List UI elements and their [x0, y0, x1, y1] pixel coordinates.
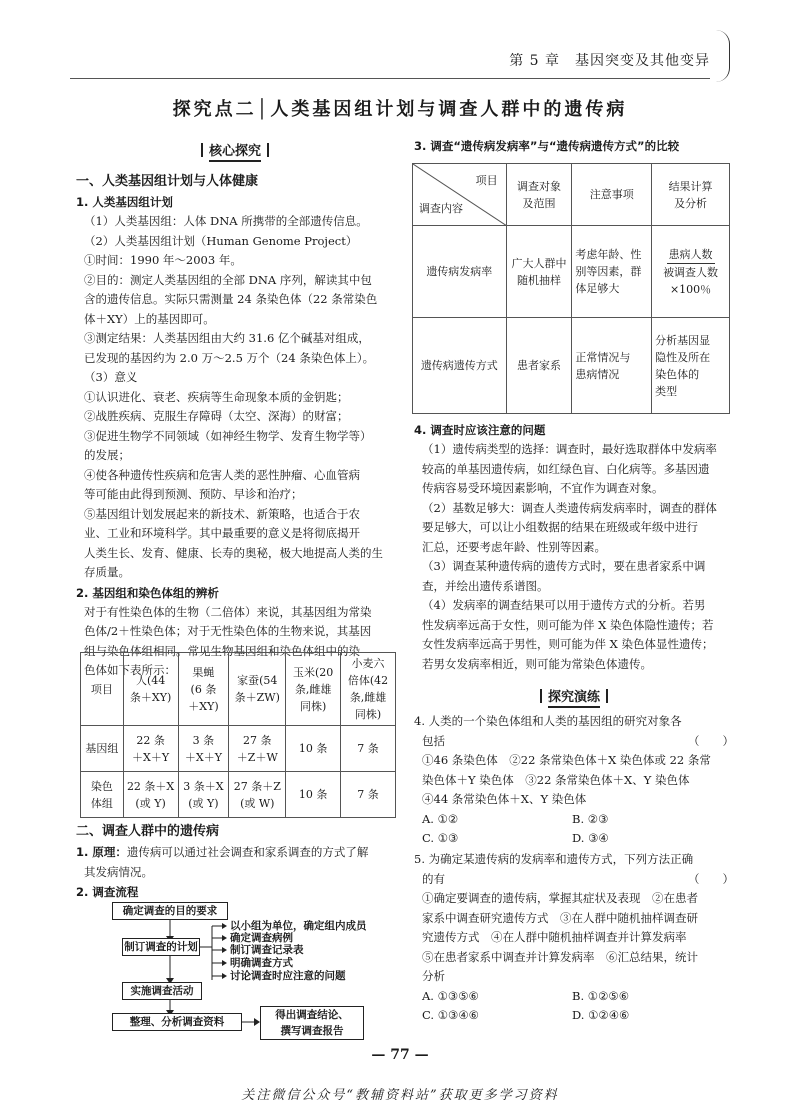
table-cell: 基因组: [81, 726, 124, 772]
text-line: 要足够大，可以让小组数据的结果在班级或年级中进行: [422, 520, 698, 534]
formula-cell: [652, 226, 730, 318]
table-header-cell: 玉米(20 条,雌雄 同株): [286, 653, 341, 726]
text-line: 色体/2＋性染色体；对于无性染色体的生物来说，其基因: [84, 624, 372, 638]
header-curve-decoration: [716, 30, 730, 82]
text-line: ①时间：1990 年～2003 年。: [84, 253, 242, 267]
text-line: 业、工业和环境科学。其中最重要的意义是将彻底揭开: [84, 526, 360, 540]
text-line: 体＋XY）上的基因即可。: [84, 311, 215, 326]
page-title: 探究点二│人类基因组计划与调查人群中的遗传病: [172, 99, 628, 120]
table-cell: 3 条 ＋X＋Y: [178, 726, 229, 772]
genome-table: [80, 652, 396, 818]
question-stem: 的有: [422, 871, 445, 886]
flow-step-implement: 实施调查活动: [122, 982, 202, 1000]
answer-blank: （ ）: [688, 733, 734, 748]
practice-tag: [414, 688, 734, 708]
text-line: （4）发病率的调查结果可以用于遗传方式的分析。若男: [422, 598, 706, 612]
option-a: A. ①②: [422, 811, 459, 826]
text-line: （2）人类基因组计划（Human Genome Project）: [84, 233, 358, 248]
table-cell: 22 条 ＋X＋Y: [123, 726, 178, 772]
section-4-title: 4. 调查时应该注意的问题: [414, 423, 546, 437]
text-line: ③促进生物学不同领域（如神经生物学、发育生物学等）: [84, 428, 372, 443]
text-line: ①认识进化、衰老、疾病等生命现象本质的金钥匙；: [84, 389, 349, 404]
option-a: A. ①③⑤⑥: [422, 988, 479, 1003]
flow-step-analyze: 整理、分析调查资料: [112, 1013, 242, 1031]
option-c: C. ①③: [422, 831, 459, 845]
section-1-1-title: 1. 人类基因组计划: [76, 195, 173, 209]
section-3-title: 3. 调查“遗传病发病率”与“遗传病遗传方式”的比较: [414, 139, 680, 153]
option-d: D. ③④: [572, 831, 609, 845]
table-cell: 患者家系: [506, 318, 572, 414]
practice-tag-label: 探究演练: [548, 690, 600, 708]
section-2-title: 二、调查人群中的遗传病: [76, 824, 220, 839]
plan-item: 明确调查方式: [230, 957, 293, 969]
chapter-header: 第 5 章 基因突变及其他变异: [509, 53, 710, 69]
plan-item: 讨论调查时应注意的问题: [230, 970, 346, 982]
text-line: 性发病率远高于女性，则可能为伴 X 染色体隐性遗传；若: [422, 617, 714, 632]
corner-top-label: 项目: [475, 174, 498, 187]
table-cell: 27 条＋Z (或 W): [229, 772, 286, 818]
table-cell: 染色 体组: [81, 772, 124, 818]
section-2-1-text-cont: 其发病情况。: [84, 864, 153, 879]
table-header-cell: 小麦六 倍体(42 条,雌雄 同株): [341, 653, 396, 726]
question-item: 家系中调查研究遗传方式 ③在人群中随机抽样调查研: [422, 910, 698, 925]
section-2-2-title: 2. 调查流程: [76, 885, 139, 899]
text-line: 查，并绘出遗传系谱图。: [422, 578, 549, 593]
text-line: 女性发病率远高于男性，则可能为伴 X 染色体显性遗传；: [422, 637, 714, 651]
table-row: [81, 772, 396, 818]
table-header-row: [413, 164, 730, 226]
table-cell: 7 条: [341, 726, 396, 772]
left-column: [76, 172, 394, 681]
option-b: B. ②③: [572, 811, 609, 826]
option-b: B. ①②⑤⑥: [572, 988, 630, 1003]
question-stem: 5. 为确定某遗传病的发病率和遗传方式，下列方法正确: [414, 852, 694, 866]
table-cell: 考虑年龄、性 别等因素，群 体足够大: [572, 226, 652, 318]
answer-blank: （ ）: [688, 871, 734, 886]
text-line: 的发展；: [84, 448, 130, 462]
section-1-title: 一、人类基因组计划与人体健康: [76, 174, 259, 189]
text-line: ④使各种遗传性疾病和危害人类的恶性肿瘤、心血管病: [84, 467, 360, 482]
question-item: 究遗传方式 ④在人群中随机抽样调查并计算发病率: [422, 930, 687, 944]
text-line: （3）调查某种遗传病的遗传方式时，要在患者家系中调: [422, 559, 706, 573]
corner-bottom-label: 调查内容: [419, 202, 463, 215]
option-c: C. ①③④⑥: [422, 1008, 479, 1022]
table-header-cell: 人(44 条＋XY): [123, 653, 178, 726]
header-divider: [70, 78, 710, 79]
flow-step-purpose: 确定调查的目的要求: [112, 902, 228, 920]
table-header-cell: 结果计算 及分析: [652, 164, 730, 226]
table-header-cell: 家蚕(54 条＋ZW): [229, 653, 286, 726]
section-2-1-text: 遗传病可以通过社会调查和家系调查的方式了解: [126, 845, 369, 859]
footer-note: 关注微信公众号“教辅资料站”获取更多学习资料: [241, 1088, 559, 1103]
text-line: 人类生长、发育、健康、长寿的奥秘，极大地提高人类的生: [84, 545, 383, 560]
table-header-cell: 果蝇 (6 条 ＋XY): [178, 653, 229, 726]
question-stem: 包括: [422, 733, 445, 748]
plan-item: 确定调查病例: [230, 932, 293, 944]
text-line: （3）意义: [84, 370, 138, 384]
table-header-cell: 项目: [81, 653, 124, 726]
option-d: D. ①②④⑥: [572, 1008, 630, 1022]
section-4: [414, 420, 734, 674]
question-stem: 4. 人类的一个染色体组和人类的基因组的研究对象各: [414, 714, 682, 728]
question-item: 染色体＋Y 染色体 ③22 条常染色体＋X、Y 染色体: [422, 772, 690, 787]
section-2-1-label: 1. 原理：: [76, 845, 127, 859]
text-line: 已发现的基因约为 2.0 万～2.5 万个（24 条染色体上）。: [84, 350, 375, 365]
formula-numerator: 患病人数: [667, 246, 715, 264]
table-cell: 广大人群中 随机抽样: [506, 226, 572, 318]
text-line: ③测定结果：人类基因组由大约 31.6 亿个碱基对组成，: [84, 331, 370, 345]
table-row: [413, 226, 730, 318]
text-line: ⑤基因组计划发展起来的新技术、新策略，也适合于农: [84, 506, 360, 521]
text-line: ②战胜疾病、克服生存障碍（太空、深海）的财富；: [84, 409, 349, 423]
text-line: 较高的单基因遗传病，如红绿色盲、白化病等。多基因遗: [422, 461, 710, 476]
text-line: （1）人类基因组：人体 DNA 所携带的全部遗传信息。: [84, 214, 368, 228]
plan-item: 制订调查记录表: [230, 944, 304, 956]
core-tag-label: 核心探究: [209, 144, 261, 162]
formula-denominator: 被调查人数: [663, 265, 719, 279]
plan-item: 以小组为单位，确定组内成员: [230, 920, 367, 932]
page-number: — 77 —: [371, 1047, 429, 1063]
text-line: 汇总，还要考虑年龄、性别等因素。: [422, 539, 606, 554]
section-1-2-title: 2. 基因组和染色体组的辨析: [76, 585, 219, 600]
right-column: [414, 136, 734, 156]
question-5: [414, 850, 734, 1026]
table-header-row: [81, 653, 396, 726]
text-line: 存质量。: [84, 565, 130, 579]
formula-percent: ×100％: [669, 282, 712, 296]
table-cell: 遗传病发病率: [413, 226, 507, 318]
table-cell: 27 条 ＋Z＋W: [229, 726, 286, 772]
text-line: 对于有性染色体的生物（二倍体）来说，其基因组为常染: [84, 604, 372, 619]
section-4-body: [414, 440, 734, 674]
question-item: ④44 条常染色体＋X、Y 染色体: [422, 792, 587, 806]
survey-flowchart: [100, 900, 400, 1040]
text-line: （2）基数足够大：调查人类遗传病发病率时，调查的群体: [422, 500, 717, 515]
text-line: 若男女发病率相近，则可能为常染色体遗传。: [422, 656, 652, 671]
question-item: ①确定要调查的遗传病，掌握其症状及表现 ②在患者: [422, 891, 698, 905]
table-cell: 7 条: [341, 772, 396, 818]
text-line: 组与染色体组相同。常见生物基因组和染色体组中的染: [84, 643, 360, 658]
section-1-1-body: [76, 212, 394, 583]
text-line: 含的遗传信息。实际只需测量 24 条染色体（22 条常染色: [84, 292, 378, 306]
table-cell: 3 条＋X (或 Y): [178, 772, 229, 818]
text-line: 传病容易受环境因素影响，不宜作为调查对象。: [422, 481, 664, 495]
section-2: [76, 822, 394, 902]
core-tag: [76, 142, 394, 162]
table-header-cell: 调查对象 及范围: [506, 164, 572, 226]
text-line: 色体如下表所示：: [84, 663, 176, 677]
flow-step-plan: 制订调查的计划: [122, 938, 200, 956]
table-cell: 分析基因显 隐性及所在 染色体的 类型: [652, 318, 730, 414]
table-corner-cell: [413, 164, 507, 226]
table-row: [81, 726, 396, 772]
question-item: ⑤在患者家系中调查并计算发病率 ⑥汇总结果，统计: [422, 949, 698, 964]
question-4: [414, 712, 734, 849]
table-cell: 遗传病遗传方式: [413, 318, 507, 414]
question-item: ①46 条染色体 ②22 条常染色体＋X 染色体或 22 条常: [422, 753, 711, 767]
table-cell: 正常情况与 患病情况: [572, 318, 652, 414]
comparison-table: [412, 163, 730, 414]
table-cell: 10 条: [286, 726, 341, 772]
text-line: 等可能由此得到预测、预防、早诊和治疗；: [84, 487, 303, 501]
table-header-cell: 注意事项: [572, 164, 652, 226]
text-line: （1）遗传病类型的选择：调查时，最好选取群体中发病率: [422, 442, 717, 456]
flow-step-report: 得出调查结论、 撰写调查报告: [260, 1006, 364, 1040]
text-line: ②目的：测定人类基因组的全部 DNA 序列，解读其中包: [84, 272, 372, 287]
table-cell: 22 条＋X (或 Y): [123, 772, 178, 818]
question-item: 分析: [422, 969, 445, 983]
table-cell: 10 条: [286, 772, 341, 818]
table-row: [413, 318, 730, 414]
